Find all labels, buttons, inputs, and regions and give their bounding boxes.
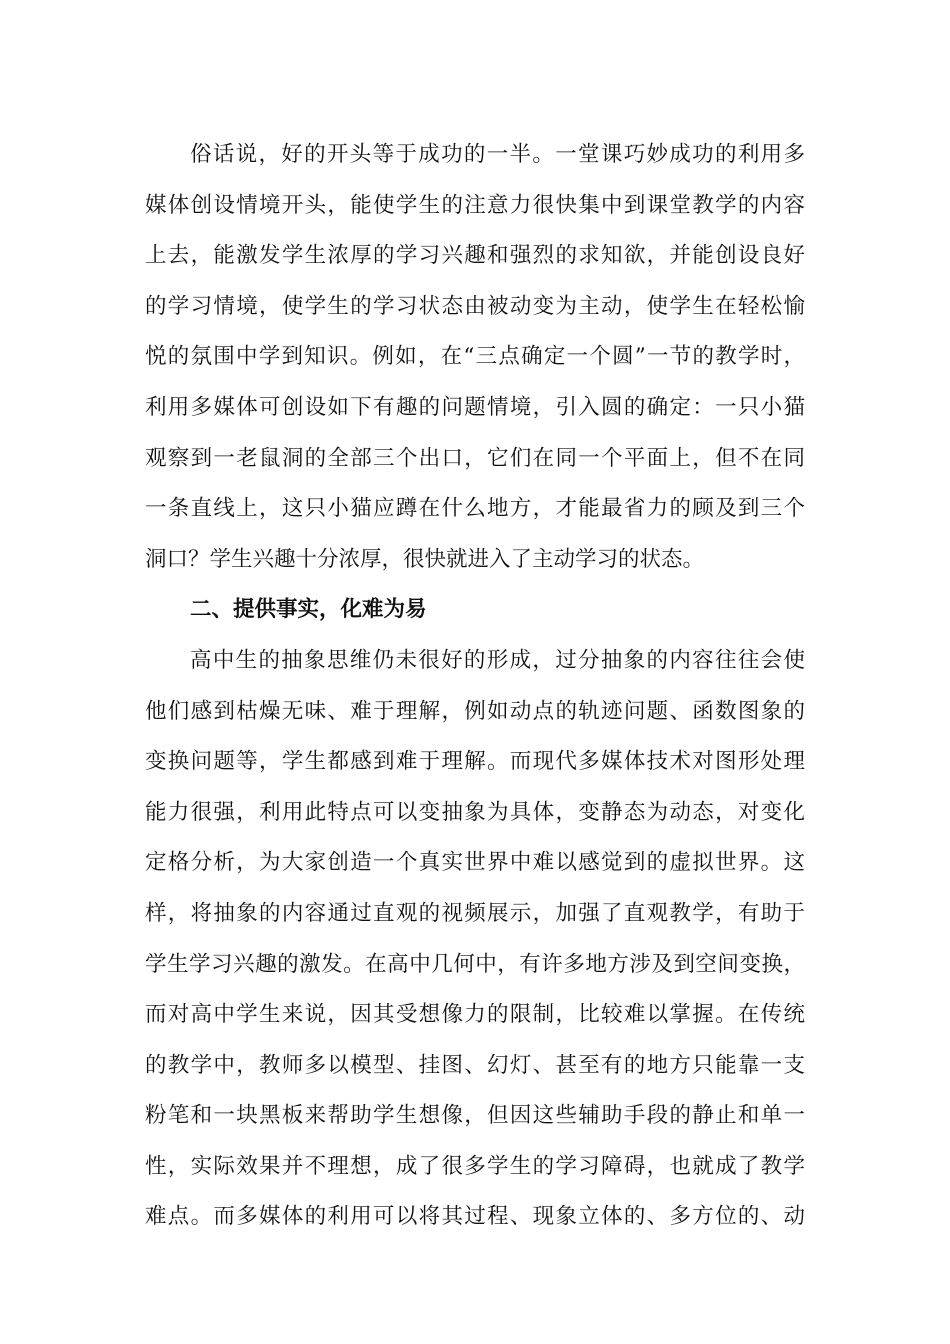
text-line: 他们感到枯燥无味、难于理解，例如动点的轨迹问题、函数图象的 xyxy=(145,698,805,724)
text-line: 媒体创设情境开头，能使学生的注意力很快集中到课堂教学的内容 xyxy=(145,192,805,218)
text-line: 粉笔和一块黑板来帮助学生想像，但因这些辅助手段的静止和单一 xyxy=(145,1103,805,1129)
text-line: 观察到一老鼠洞的全部三个出口，它们在同一个平面上，但不在同 xyxy=(145,445,805,471)
text-line: 俗话说，好的开头等于成功的一半。一堂课巧妙成功的利用多 xyxy=(190,142,805,167)
text-line: 能力很强，利用此特点可以变抽象为具体，变静态为动态，对变化 xyxy=(145,799,805,825)
paragraph-1 xyxy=(145,130,805,585)
text-line: 而对高中学生来说，因其受想像力的限制，比较难以掌握。在传统 xyxy=(145,1002,805,1028)
section-heading: 二、提供事实，化难为易 xyxy=(190,597,427,623)
body-text xyxy=(145,130,805,1243)
text-line: 学生学习兴趣的激发。在高中几何中，有许多地方涉及到空间变换， xyxy=(145,951,805,977)
text-line: 的学习情境，使学生的学习状态由被动变为主动，使学生在轻松愉 xyxy=(145,293,805,319)
text-line: 悦的氛围中学到知识。例如，在“三点确定一个圆”一节的教学时， xyxy=(145,344,805,370)
text-line: 高中生的抽象思维仍未很好的形成，过分抽象的内容往往会使 xyxy=(190,647,805,673)
text-line: 利用多媒体可创设如下有趣的问题情境，引入圆的确定：一只小猫 xyxy=(145,394,805,420)
text-line: 上去，能激发学生浓厚的学习兴趣和强烈的求知欲，并能创设良好 xyxy=(145,243,805,269)
text-line: 性，实际效果并不理想，成了很多学生的学习障碍，也就成了教学 xyxy=(145,1153,805,1179)
paragraph-2 xyxy=(145,636,805,1243)
text-line: 样，将抽象的内容通过直观的视频展示，加强了直观教学，有助于 xyxy=(145,900,805,926)
text-line: 变换问题等，学生都感到难于理解。而现代多媒体技术对图形处理 xyxy=(145,749,805,775)
text-line: 难点。而多媒体的利用可以将其过程、现象立体的、多方位的、动 xyxy=(145,1204,805,1230)
text-line: 洞口？学生兴趣十分浓厚，很快就进入了主动学习的状态。 xyxy=(145,546,705,572)
text-line: 定格分析，为大家创造一个真实世界中难以感觉到的虚拟世界。这 xyxy=(145,850,805,876)
text-line: 一条直线上，这只小猫应蹲在什么地方，才能最省力的顾及到三个 xyxy=(145,496,805,522)
text-line: 的教学中，教师多以模型、挂图、幻灯、甚至有的地方只能靠一支 xyxy=(145,1052,805,1078)
